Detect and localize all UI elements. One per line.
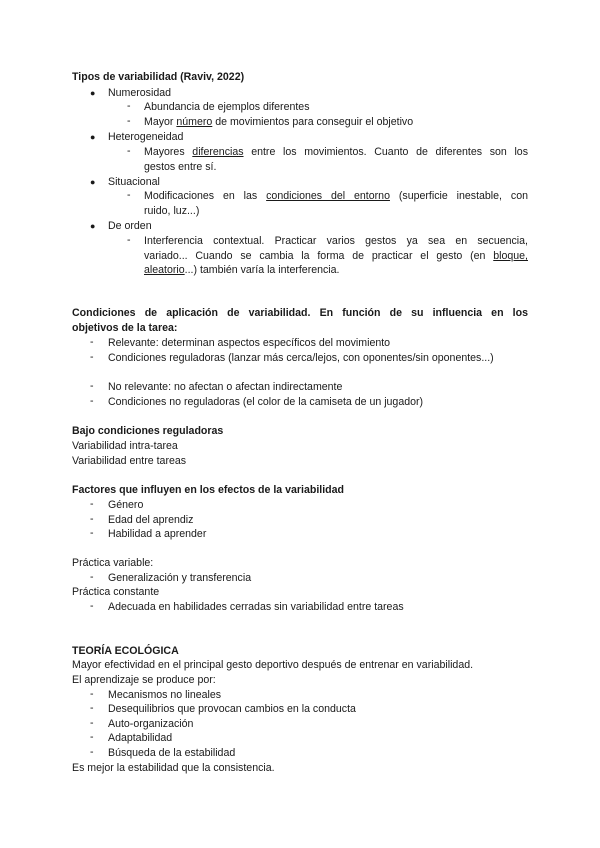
dash-icon: - xyxy=(127,100,131,112)
dash-icon: - xyxy=(90,731,94,743)
sub-item: Interferencia contextual. Practicar varios gestos ya sea en secuencia, xyxy=(144,235,528,247)
list-item: Desequilibrios que provocan cambios en la conducta xyxy=(108,703,356,715)
text-line: Variabilidad intra-tarea xyxy=(72,440,178,452)
list-item-heterogeneidad: Heterogeneidad xyxy=(108,131,184,143)
text-line: Es mejor la estabilidad que la consistencia. xyxy=(72,762,275,774)
list-item: Habilidad a aprender xyxy=(108,528,207,540)
underlined-term: diferencias xyxy=(192,146,244,158)
list-item: Adecuada en habilidades cerradas sin variabilidad entre tareas xyxy=(108,601,404,613)
list-item: Género xyxy=(108,499,144,511)
text-line: Práctica constante xyxy=(72,586,160,598)
sub-item: Mayor número de movimientos para conseguir el objetivo xyxy=(144,116,414,128)
list-item: Edad del aprendiz xyxy=(108,514,194,526)
dash-icon: - xyxy=(127,145,131,157)
list-item: Condiciones no reguladoras (el color de la camiseta de un jugador) xyxy=(108,396,424,408)
text-line: El aprendizaje se produce por: xyxy=(72,674,216,686)
list-item: Búsqueda de la estabilidad xyxy=(108,747,236,759)
dash-icon: - xyxy=(90,717,94,729)
list-item-numerosidad: Numerosidad xyxy=(108,87,172,99)
dash-icon: - xyxy=(90,351,94,363)
dash-icon: - xyxy=(90,571,94,583)
bullet-icon: ● xyxy=(90,132,96,142)
bullet-icon: ● xyxy=(90,88,96,98)
list-item: Relevante: determinan aspectos específicos del movimiento xyxy=(108,337,391,349)
text-line: Variabilidad entre tareas xyxy=(72,455,187,467)
section-title-bajo-condiciones: Bajo condiciones reguladoras xyxy=(72,425,224,437)
dash-icon: - xyxy=(90,395,94,407)
list-item: No relevante: no afectan o afectan indirectamente xyxy=(108,381,343,393)
dash-icon: - xyxy=(90,498,94,510)
list-item-situacional: Situacional xyxy=(108,176,160,188)
dash-icon: - xyxy=(90,336,94,348)
underlined-term: condiciones del entorno xyxy=(266,190,390,202)
text-line: Práctica variable: xyxy=(72,557,154,569)
sub-item-continuation: ruido, luz...) xyxy=(144,205,200,217)
section-title-tipos: Tipos de variabilidad (Raviv, 2022) xyxy=(72,71,245,83)
list-item: Condiciones reguladoras (lanzar más cerca/lejos, con oponentes/sin oponentes...) xyxy=(108,352,494,364)
dash-icon: - xyxy=(127,234,131,246)
dash-icon: - xyxy=(127,189,131,201)
dash-icon: - xyxy=(90,600,94,612)
dash-icon: - xyxy=(90,380,94,392)
bullet-icon: ● xyxy=(90,177,96,187)
section-title-factores: Factores que influyen en los efectos de la variabilidad xyxy=(72,484,344,496)
list-item-de-orden: De orden xyxy=(108,220,152,232)
list-item: Generalización y transferencia xyxy=(108,572,252,584)
dash-icon: - xyxy=(90,513,94,525)
sub-item-continuation: aleatorio...) también varía la interferencia. xyxy=(144,264,340,276)
underlined-term: bloque, xyxy=(493,250,528,262)
sub-item-continuation: variado... Cuando se cambia la forma de practicar el gesto (en bloque, xyxy=(144,250,528,262)
sub-item: Modificaciones en las condiciones del entorno (superficie inestable, con xyxy=(144,190,528,202)
dash-icon: - xyxy=(90,746,94,758)
sub-item-continuation: gestos entre sí. xyxy=(144,161,217,173)
underlined-term: número xyxy=(176,116,213,128)
dash-icon: - xyxy=(90,702,94,714)
list-item: Adaptabilidad xyxy=(108,732,173,744)
underlined-term: aleatorio xyxy=(144,264,185,276)
sub-item: Abundancia de ejemplos diferentes xyxy=(144,101,310,113)
sub-item: Mayores diferencias entre los movimientos. Cuanto de diferentes son los xyxy=(144,146,528,158)
list-item: Auto-organización xyxy=(108,718,194,730)
section-title-condiciones: Condiciones de aplicación de variabilidad. En función de su influencia en los xyxy=(72,307,528,319)
section-title-condiciones-cont: objetivos de la tarea: xyxy=(72,322,178,334)
list-item: Mecanismos no lineales xyxy=(108,689,222,701)
section-title-teoria-ecologica: TEORÍA ECOLÓGICA xyxy=(72,645,179,657)
dash-icon: - xyxy=(127,115,131,127)
bullet-icon: ● xyxy=(90,221,96,231)
dash-icon: - xyxy=(90,527,94,539)
text-line: Mayor efectividad en el principal gesto deportivo después de entrenar en variabilidad. xyxy=(72,659,474,671)
dash-icon: - xyxy=(90,688,94,700)
